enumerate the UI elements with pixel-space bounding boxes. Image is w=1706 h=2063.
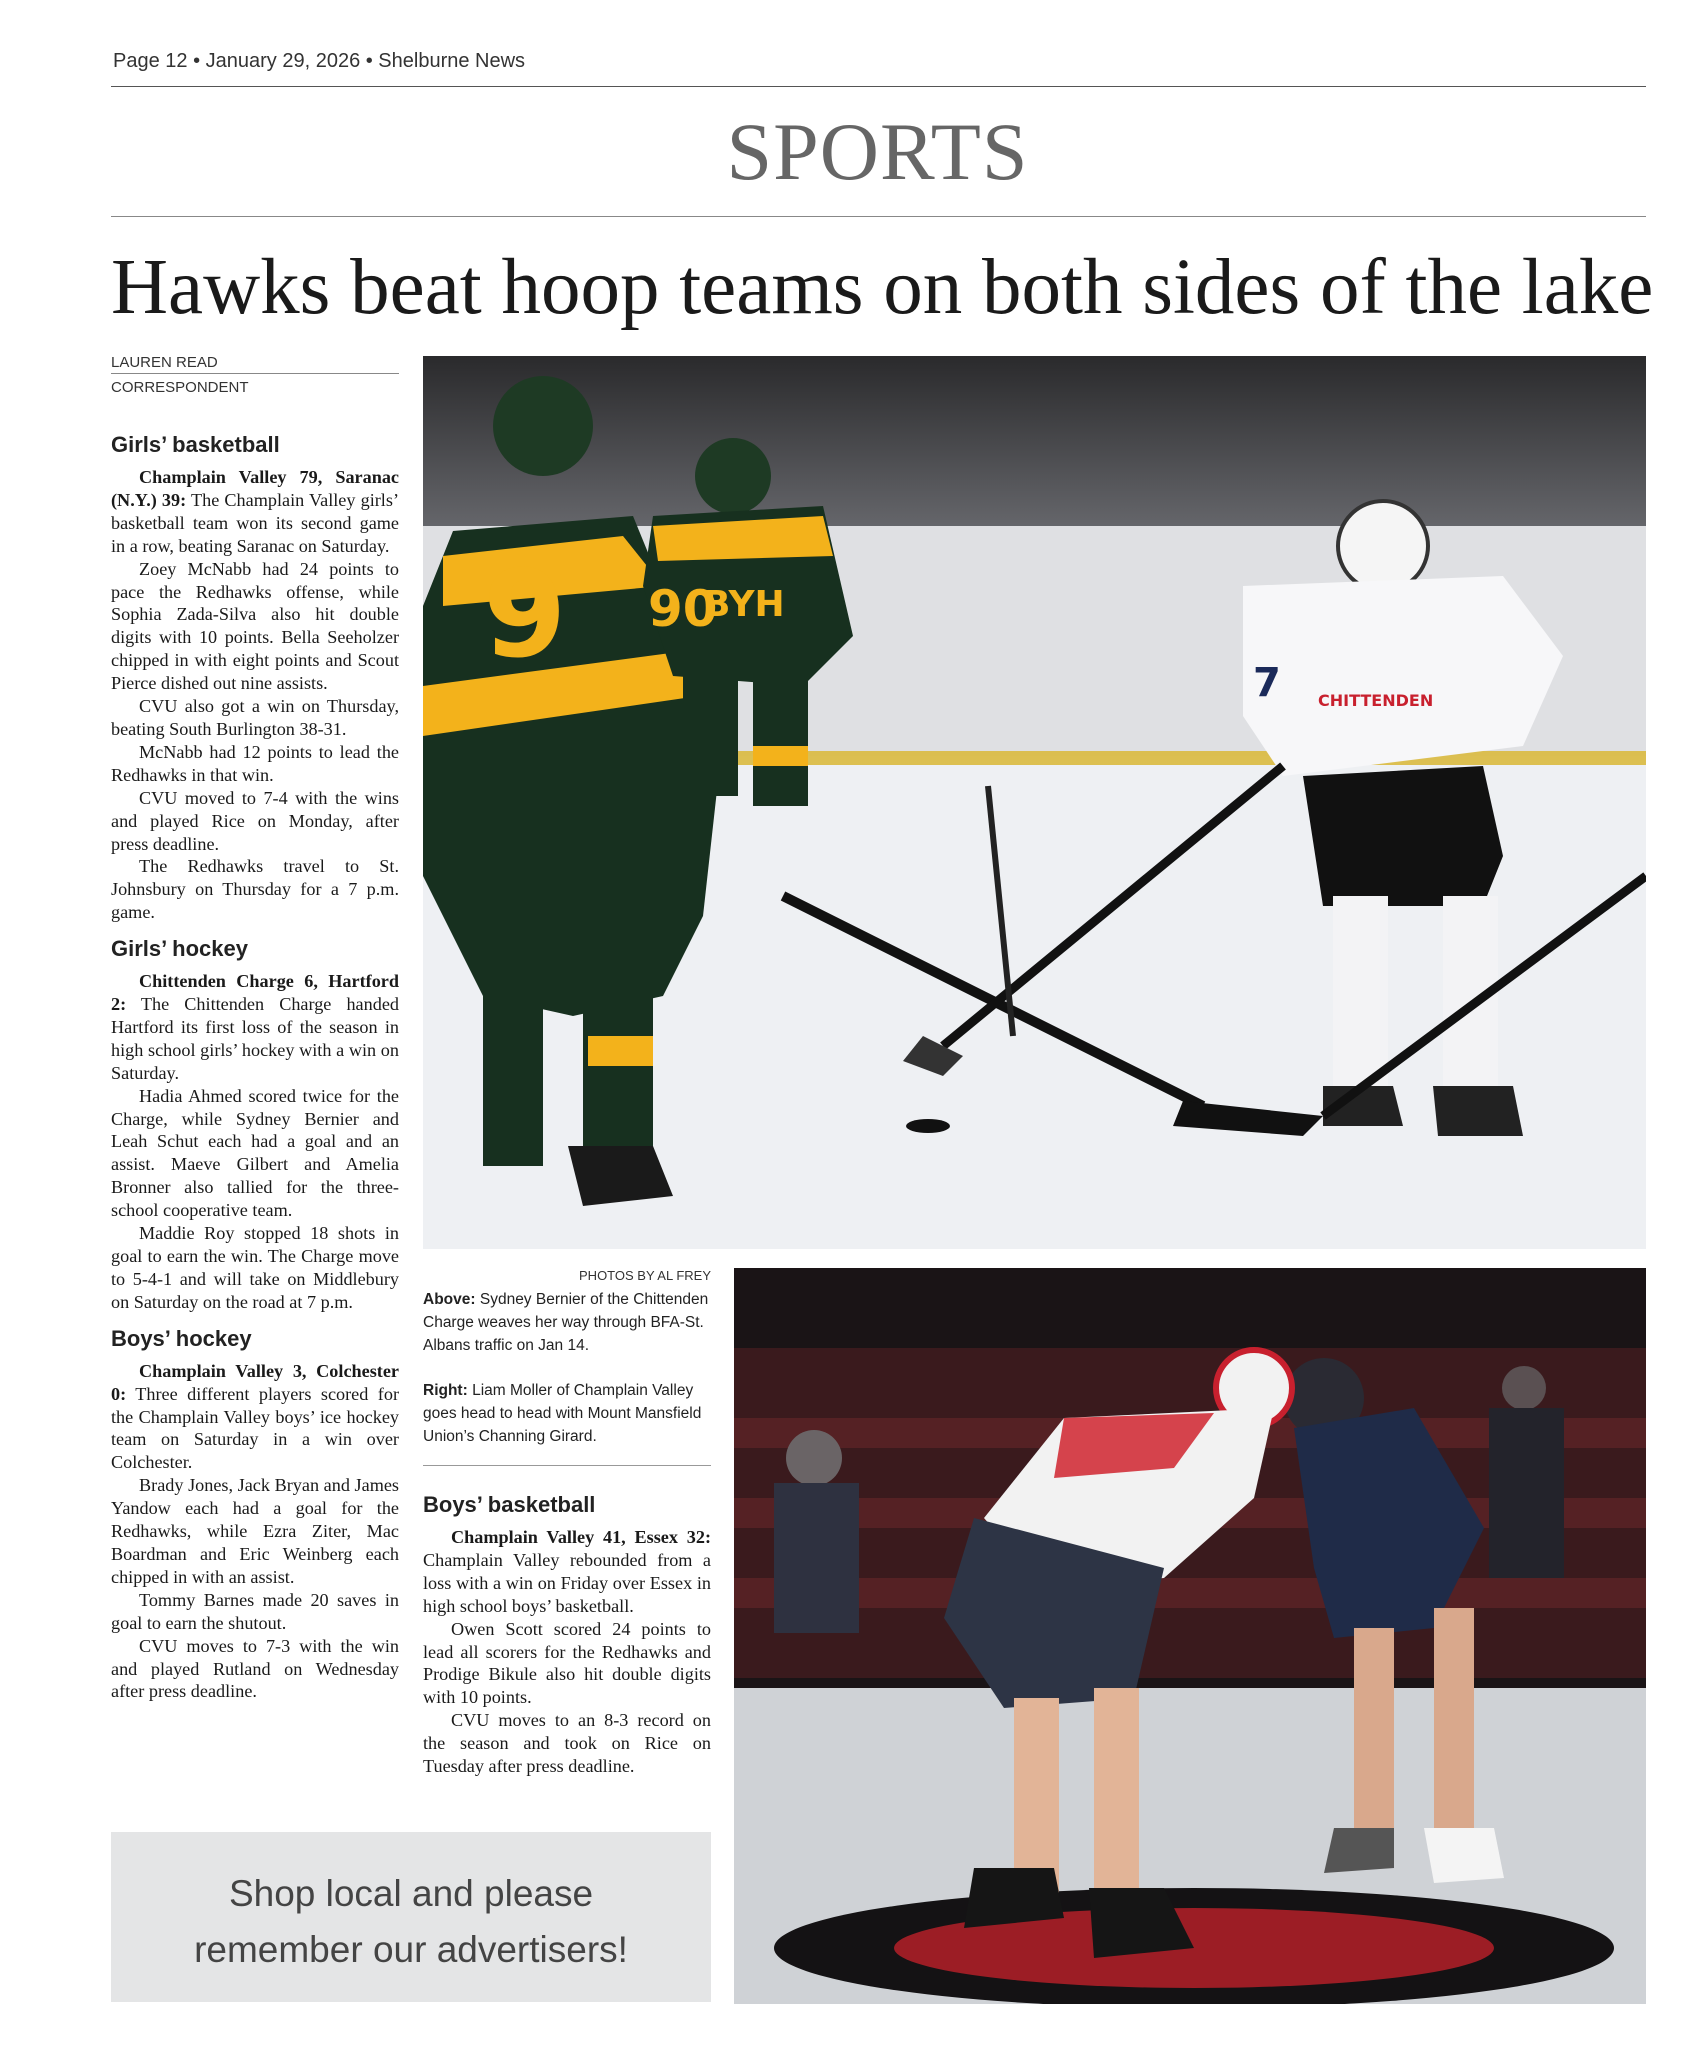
hockey-photo xyxy=(423,356,1646,1249)
jersey-number-90: 90 xyxy=(648,580,718,638)
body-girls-basketball xyxy=(111,466,399,924)
jersey-number-9: 9 xyxy=(483,546,567,685)
paragraph: Three different players scored for the Champlain Valley boys’ ice hockey team on Saturday in a win over Colchester. xyxy=(111,1383,400,1473)
jersey-number-7: 7 xyxy=(1253,660,1281,706)
section-heading: SPORTS xyxy=(726,106,1029,197)
body-girls-hockey xyxy=(111,970,399,1314)
boards-kickplate xyxy=(723,751,1646,765)
photo-caption xyxy=(423,1288,718,1470)
subhead-girls-basketball: Girls’ basketball xyxy=(111,432,280,457)
lead-score: Champlain Valley 41, Essex 32: xyxy=(451,1527,711,1547)
paragraph: The Chittenden Charge handed Hartford its first loss of the season in high school girls’ hockey with a win on Saturday. xyxy=(111,994,399,1083)
byline-rule xyxy=(111,373,399,374)
byline-name: LAUREN READ xyxy=(111,354,218,371)
top-rule xyxy=(111,86,1646,87)
spectator xyxy=(1502,1366,1546,1410)
paragraph: The Champlain Valley girls’ basketball team won its second game in a row, beating Saranac on Saturday. xyxy=(111,489,399,556)
paragraph: Hadia Ahmed scored twice for the Charge, while Sydney Bernier and Leah Schut each had a goal and an assist. Maeve Gilbert and Amelia Bronner also tallied for the three-school cooperative team. xyxy=(111,1085,399,1221)
caption-label-above: Above: xyxy=(423,1291,476,1308)
subhead-boys-hockey: Boys’ hockey xyxy=(111,1325,252,1351)
caption-text-above: Sydney Bernier of the Chittenden Charge weaves her way through BFA-St. Albans traffic on Jan 14. xyxy=(423,1291,709,1354)
lead-score: Champlain Valley 79, Saranac (N.Y.) 39: xyxy=(111,467,399,510)
body-boys-hockey xyxy=(111,1360,399,1704)
caption-rule xyxy=(423,1465,711,1466)
photo-credit: PHOTOS BY AL FREY xyxy=(579,1268,711,1283)
paragraph: CVU moves to an 8-3 record on the season and took on Rice on Tuesday after press deadline. xyxy=(423,1710,711,1777)
ad-line-1: Shop local and please xyxy=(228,1873,594,1914)
paragraph: Maddie Roy stopped 18 shots in goal to earn the win. The Charge move to 5-4-1 and will take on Middlebury on Saturday on the road at 7 p.m. xyxy=(111,1223,399,1312)
article-headline: Hawks beat hoop teams on both sides of the lake xyxy=(111,244,1654,331)
caption-text-right: Liam Moller of Champlain Valley goes head to head with Mount Mansfield Union’s Channing Girard. xyxy=(423,1382,702,1445)
advertiser-reminder-text xyxy=(111,1866,711,1978)
subhead-boys-basketball: Boys’ basketball xyxy=(423,1492,596,1517)
paragraph: Champlain Valley rebounded from a loss with a win on Friday over Essex in high school boys’ basketball. xyxy=(423,1549,711,1616)
wrestling-photo-illustration xyxy=(734,1268,1646,2004)
paragraph: Zoey McNabb had 24 points to pace the Redhawks offense, while Sophia Zada-Silva also hit double digits with 10 points. Bella Seeholzer chipped in with eight points and Scout Pierce dished out nine assists. xyxy=(111,558,399,694)
wrestling-photo xyxy=(734,1268,1646,2004)
boys-hockey-section xyxy=(111,1326,399,1704)
byline-title: CORRESPONDENT xyxy=(111,379,249,396)
paragraph: CVU also got a win on Thursday, beating South Burlington 38-31. xyxy=(111,696,399,739)
paragraph: CVU moves to 7-3 with the win and played Rutland on Wednesday after press deadline. xyxy=(111,1635,399,1702)
lead-score: Champlain Valley 3, Colchester 0: xyxy=(111,1360,399,1404)
column-left xyxy=(111,432,399,1715)
girls-basketball-section xyxy=(111,432,399,924)
column-middle xyxy=(423,1492,711,1778)
paragraph: McNabb had 12 points to lead the Redhawks in that win. xyxy=(111,741,399,785)
paragraph: The Redhawks travel to St. Johnsbury on Thursday for a 7 p.m. game. xyxy=(111,856,399,923)
body-boys-basketball xyxy=(423,1526,711,1778)
page-folio: Page 12 • January 29, 2026 • Shelburne News xyxy=(113,50,526,72)
paragraph: Tommy Barnes made 20 saves in goal to earn the shutout. xyxy=(111,1589,399,1633)
paragraph: Brady Jones, Jack Bryan and James Yandow each had a goal for the Redhawks, while Ezra Ziter, Mac Boardman and Eric Weinberg each chipped in with an assist. xyxy=(111,1475,399,1587)
ad-line-2: remember our advertisers! xyxy=(194,1929,628,1970)
subhead-girls-hockey: Girls’ hockey xyxy=(111,936,248,962)
puck xyxy=(906,1119,950,1133)
jersey-lettering: CHITTENDEN xyxy=(1318,691,1434,710)
paragraph: CVU moved to 7-4 with the wins and played Rice on Monday, after press deadline. xyxy=(111,787,399,854)
section-rule xyxy=(111,216,1646,217)
paragraph: Owen Scott scored 24 points to lead all scorers for the Redhawks and Prodige Bikule also hit double digits with 10 points. xyxy=(423,1618,711,1708)
spectator xyxy=(786,1430,842,1486)
jersey-lettering: BYH xyxy=(703,584,785,625)
advertiser-reminder-box xyxy=(111,1832,711,2002)
girls-hockey-section xyxy=(111,936,399,1314)
lead-score: Chittenden Charge 6, Hartford 2: xyxy=(111,971,399,1015)
hockey-photo-illustration xyxy=(423,356,1646,1249)
caption-label-right: Right: xyxy=(423,1382,468,1399)
